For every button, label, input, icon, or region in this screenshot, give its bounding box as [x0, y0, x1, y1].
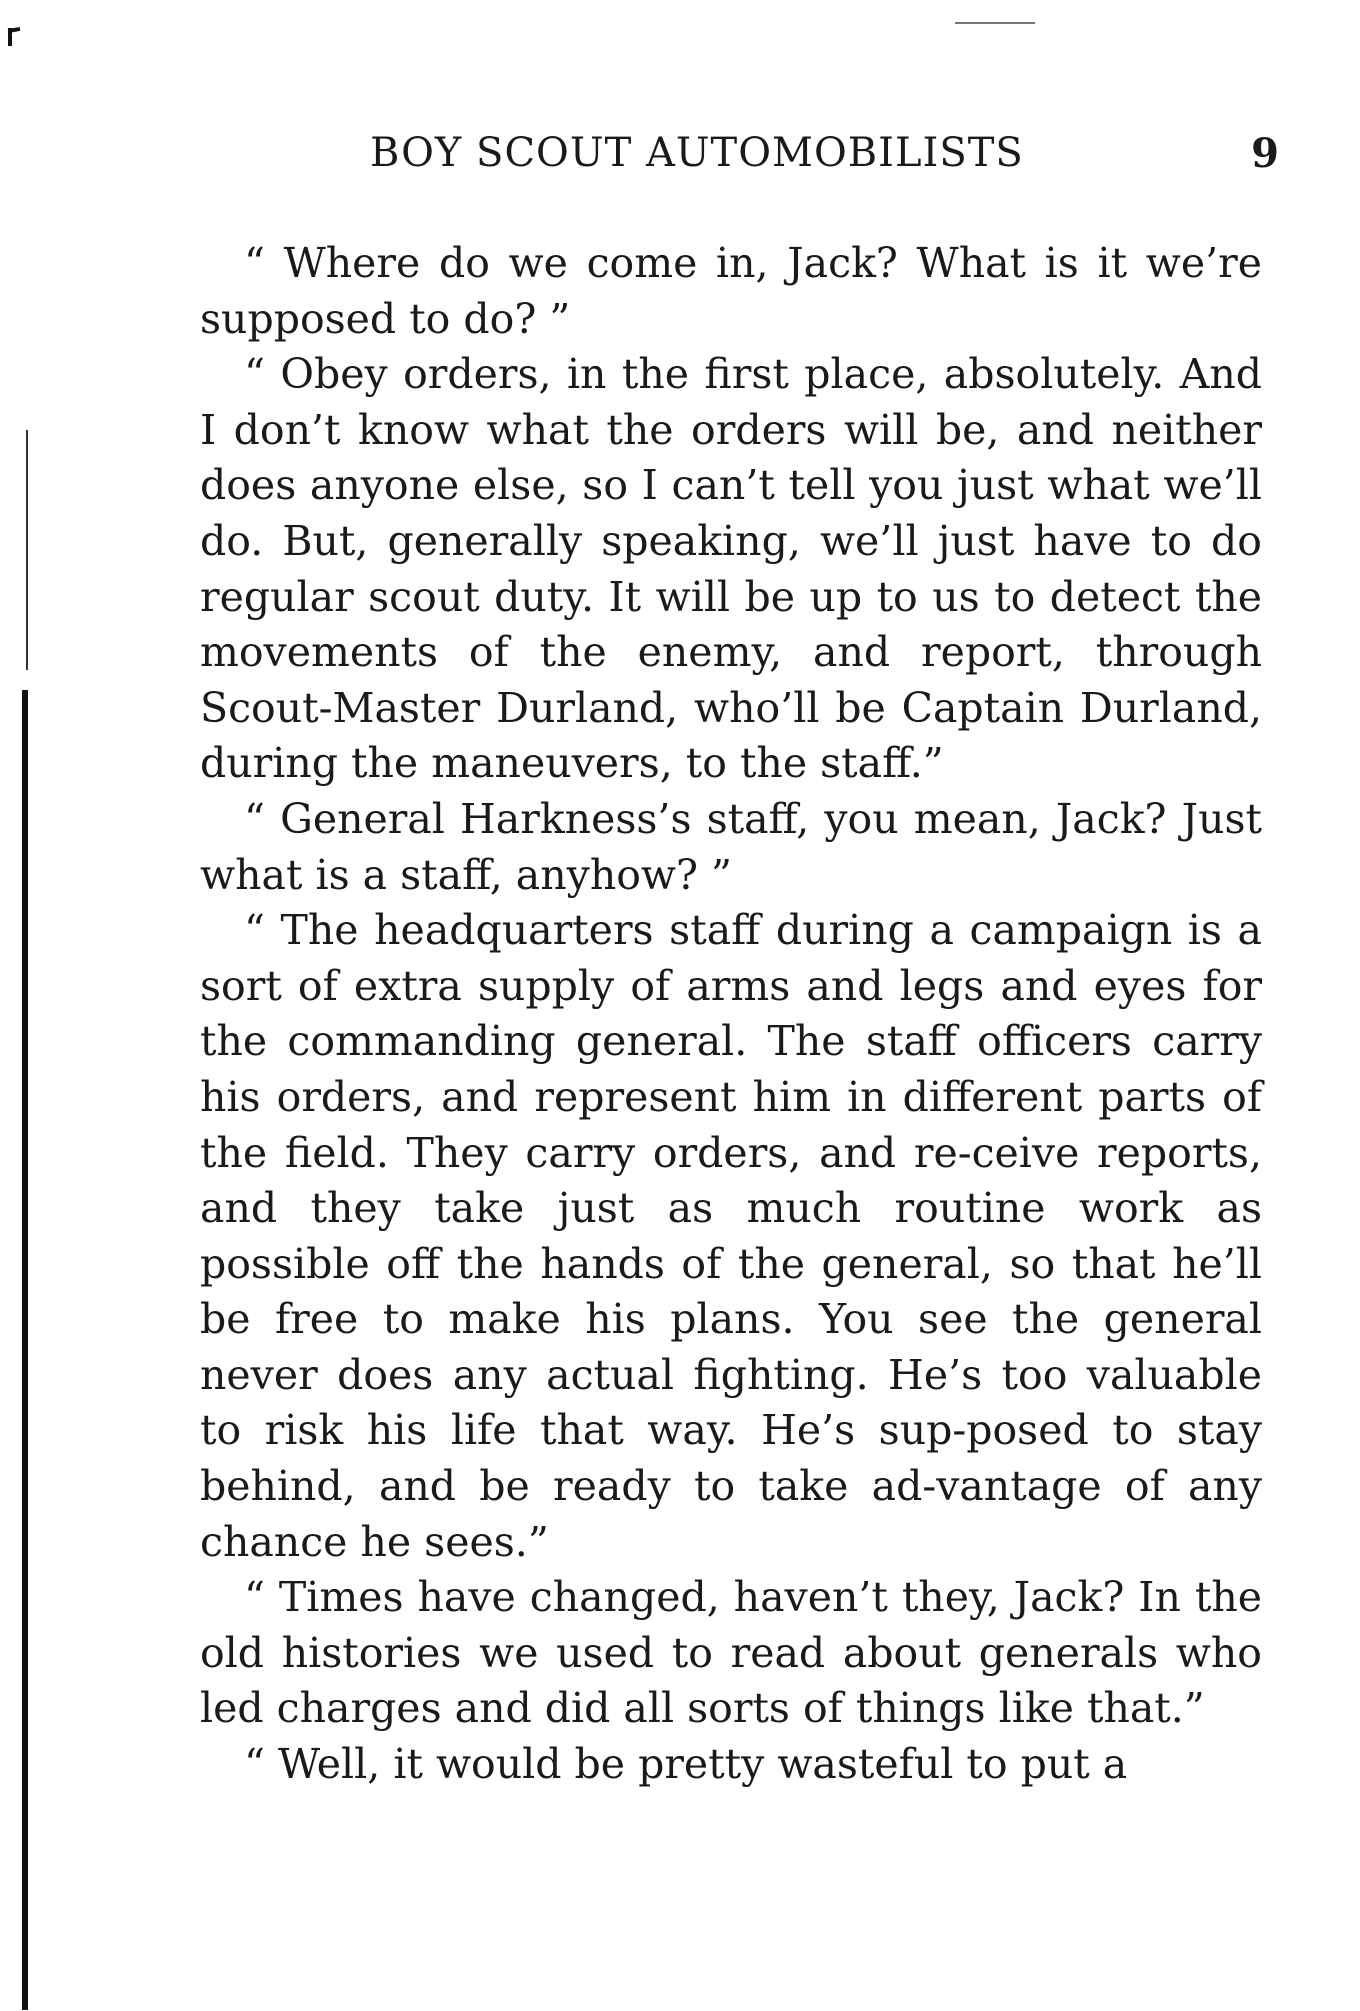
paragraph: “ Where do we come in, Jack? What is it we’re supposed to do? ”	[200, 239, 1262, 343]
scan-binding-edge-upper	[26, 430, 28, 670]
paragraph: “ Times have changed, haven’t they, Jack? In the old histories we used to read about generals who led charges and did all sorts of things like that.”	[200, 1573, 1262, 1733]
page-header	[200, 130, 1280, 190]
paragraph: “ Obey orders, in the first place, absolutely. And I don’t know what the orders will be, and neither does anyone else, so I can’t tell you just what we’ll do. But, generally speaking, we’ll just have to do regular scout duty. It will be up to us to detect the movements of the enemy, and report, through Scout-Master Durland, who’ll be Captain Durland, during the maneuvers, to the staff.”	[200, 350, 1262, 788]
body-text	[200, 236, 1262, 1793]
running-title: BOY SCOUT AUTOMOBILISTS	[370, 130, 1024, 176]
page-number: 9	[1251, 130, 1280, 177]
scan-binding-edge	[22, 690, 28, 2010]
scan-corner-mark-vertical	[8, 28, 12, 46]
paragraph: “ The headquarters staff during a campaign is a sort of extra supply of arms and legs and eyes for the commanding general. The staff officers carry his orders, and represent him in different parts of the field. They carry orders, and re-ceive reports, and they take just as much routine work as possible off the hands of the general, so that he’ll be free to make his plans. You see the general never does any actual fighting. He’s too valuable to risk his life that way. He’s sup-posed to stay behind, and be ready to take ad-vantage of any chance he sees.”	[200, 906, 1262, 1566]
paragraph: “ Well, it would be pretty wasteful to put a	[244, 1740, 1128, 1789]
paragraph: “ General Harkness’s staff, you mean, Jack? Just what is a staff, anyhow? ”	[200, 794, 1262, 899]
scan-top-scratch	[955, 22, 1035, 24]
